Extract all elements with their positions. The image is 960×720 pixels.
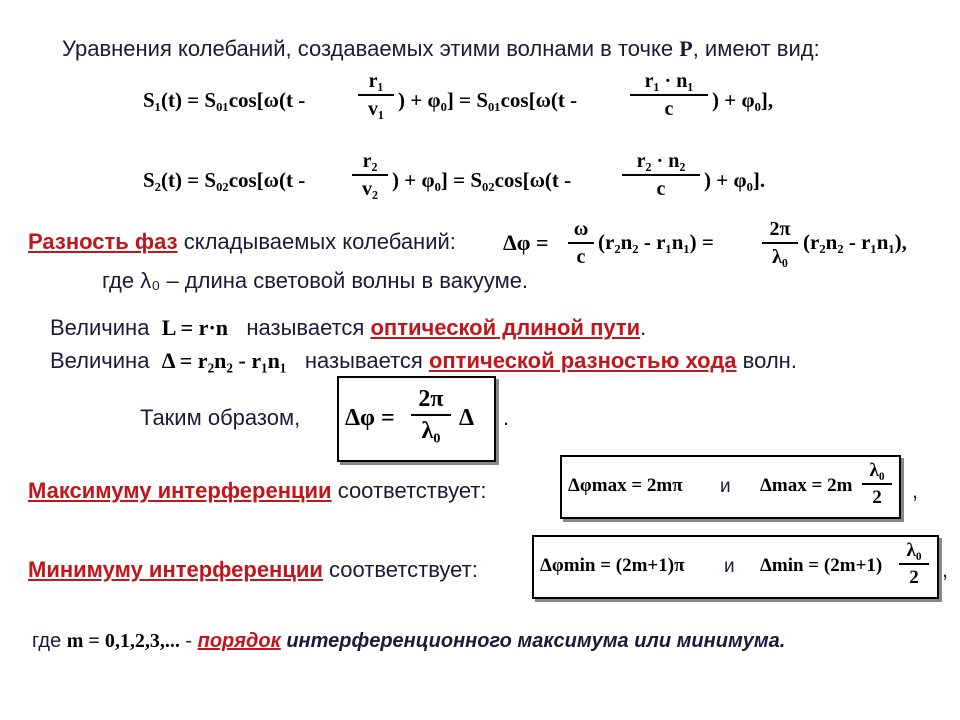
intro-main: Уравнения колебаний, создаваемых этими волнами в точке bbox=[62, 36, 680, 61]
minimum-f1: Δφmin = (2m+1)π bbox=[540, 555, 685, 576]
thus-formula-box bbox=[337, 376, 496, 462]
phase-diff-frac1 bbox=[568, 218, 594, 269]
opt-diff-line bbox=[50, 348, 797, 374]
opt-length-prefix: Величина bbox=[50, 315, 150, 340]
phase-diff-lhs: Δφ = bbox=[503, 230, 549, 255]
footer-line bbox=[32, 630, 785, 653]
eq2-frac2 bbox=[622, 150, 700, 201]
opt-length-term: оптической длиной пути bbox=[370, 315, 641, 340]
eq2-frac2-den: c bbox=[656, 178, 666, 200]
phase-diff-frac2-den: λ₀ bbox=[772, 246, 788, 268]
eq1-frac2-den: c bbox=[664, 98, 674, 120]
phase-diff-frac2 bbox=[762, 218, 798, 269]
phase-diff-frac2-num: 2π bbox=[762, 218, 798, 244]
eq2-end: ) + φ₀]. bbox=[704, 168, 766, 192]
opt-diff-formula: Δ = r₂n₂ - r₁n₁ bbox=[161, 348, 287, 373]
opt-length-line bbox=[50, 315, 646, 341]
minimum-line bbox=[28, 557, 478, 583]
eq2-lhs: S₂(t) = S₀₂cos[ω(t - bbox=[143, 168, 306, 192]
eq2-mid: ) + φ₀] = S₀₂cos[ω(t - bbox=[392, 168, 572, 192]
phase-diff-text: складываемых колебаний: bbox=[177, 229, 456, 254]
opt-diff-end: волн. bbox=[742, 348, 797, 373]
eq1-frac1-num: r₁ bbox=[358, 70, 394, 96]
maximum-f2: Δmax = 2m bbox=[760, 475, 853, 496]
opt-length-formula: L = r·n bbox=[161, 315, 229, 340]
thus-text: Таким образом, bbox=[140, 405, 301, 430]
phase-diff-frac1-den: c bbox=[576, 246, 586, 268]
minimum-text: соответствует: bbox=[329, 557, 478, 582]
minimum-frac bbox=[899, 540, 929, 589]
eq1-end: ) + φ₀], bbox=[712, 88, 774, 112]
eq1-frac2 bbox=[630, 70, 708, 121]
minimum-term: Минимуму интерференции bbox=[28, 557, 323, 582]
maximum-f1: Δφmax = 2mπ bbox=[568, 475, 683, 496]
minimum-frac-den: 2 bbox=[909, 567, 919, 588]
phase-diff-mid: (r₂n₂ - r₁n₁) = bbox=[598, 230, 714, 254]
eq1-lhs: S₁(t) = S₀₁cos[ω(t - bbox=[143, 88, 306, 112]
maximum-end: , bbox=[912, 478, 919, 503]
intro-end: , имеют вид: bbox=[692, 36, 820, 61]
opt-diff-term: оптической разностью хода bbox=[428, 348, 737, 373]
intro-text bbox=[62, 36, 820, 62]
maximum-frac-num: λ₀ bbox=[862, 460, 892, 485]
eq2-frac1-den: v₂ bbox=[362, 178, 378, 200]
eq2-frac1 bbox=[352, 150, 388, 201]
footer-m-values: m = 0,1,2,3,... bbox=[66, 630, 180, 652]
maximum-and: и bbox=[720, 476, 731, 497]
minimum-and: и bbox=[724, 556, 735, 577]
phase-diff-frac1-num: ω bbox=[568, 218, 594, 244]
thus-lhs: Δφ = bbox=[345, 405, 395, 431]
thus-end: . bbox=[503, 405, 510, 430]
eq1-frac1 bbox=[358, 70, 394, 121]
maximum-term: Максимуму интерференции bbox=[28, 478, 332, 503]
eq2-frac1-num: r₂ bbox=[352, 150, 388, 176]
footer-prefix: где bbox=[32, 630, 62, 652]
thus-frac bbox=[411, 386, 451, 445]
footer-dash: - bbox=[185, 630, 193, 652]
maximum-line bbox=[28, 478, 487, 504]
minimum-f2: Δmin = (2m+1) bbox=[760, 555, 883, 576]
opt-diff-prefix: Величина bbox=[50, 348, 150, 373]
maximum-frac-den: 2 bbox=[872, 487, 882, 508]
eq1-mid: ) + φ₀] = S₀₁cos[ω(t - bbox=[398, 88, 578, 112]
phase-diff-line bbox=[28, 229, 456, 255]
where-lambda: где λ₀ – длина световой волны в вакууме. bbox=[102, 268, 529, 293]
opt-length-mid: называется bbox=[246, 315, 365, 340]
maximum-formula-box bbox=[560, 455, 901, 519]
phase-diff-term: Разность фаз bbox=[28, 229, 178, 254]
thus-frac-den: λ₀ bbox=[421, 418, 441, 444]
maximum-frac bbox=[862, 460, 892, 509]
minimum-frac-num: λ₀ bbox=[899, 540, 929, 565]
opt-length-end: . bbox=[640, 315, 647, 340]
eq2-frac2-num: r₂ · n₂ bbox=[622, 150, 700, 176]
eq1-frac2-num: r₁ · n₁ bbox=[630, 70, 708, 96]
minimum-formula-box bbox=[532, 535, 939, 599]
opt-diff-mid: называется bbox=[304, 348, 423, 373]
phase-diff-end: (r₂n₂ - r₁n₁), bbox=[803, 230, 907, 254]
minimum-end: , bbox=[942, 557, 949, 582]
eq1-frac1-den: v₁ bbox=[368, 98, 384, 120]
thus-rhs: Δ bbox=[459, 405, 475, 431]
footer-end: интерференционного максимума или минимума. bbox=[286, 630, 786, 652]
footer-term: порядок bbox=[197, 630, 281, 652]
intro-point: P bbox=[679, 36, 693, 61]
maximum-text: соответствует: bbox=[337, 478, 487, 503]
thus-frac-num: 2π bbox=[411, 386, 451, 416]
